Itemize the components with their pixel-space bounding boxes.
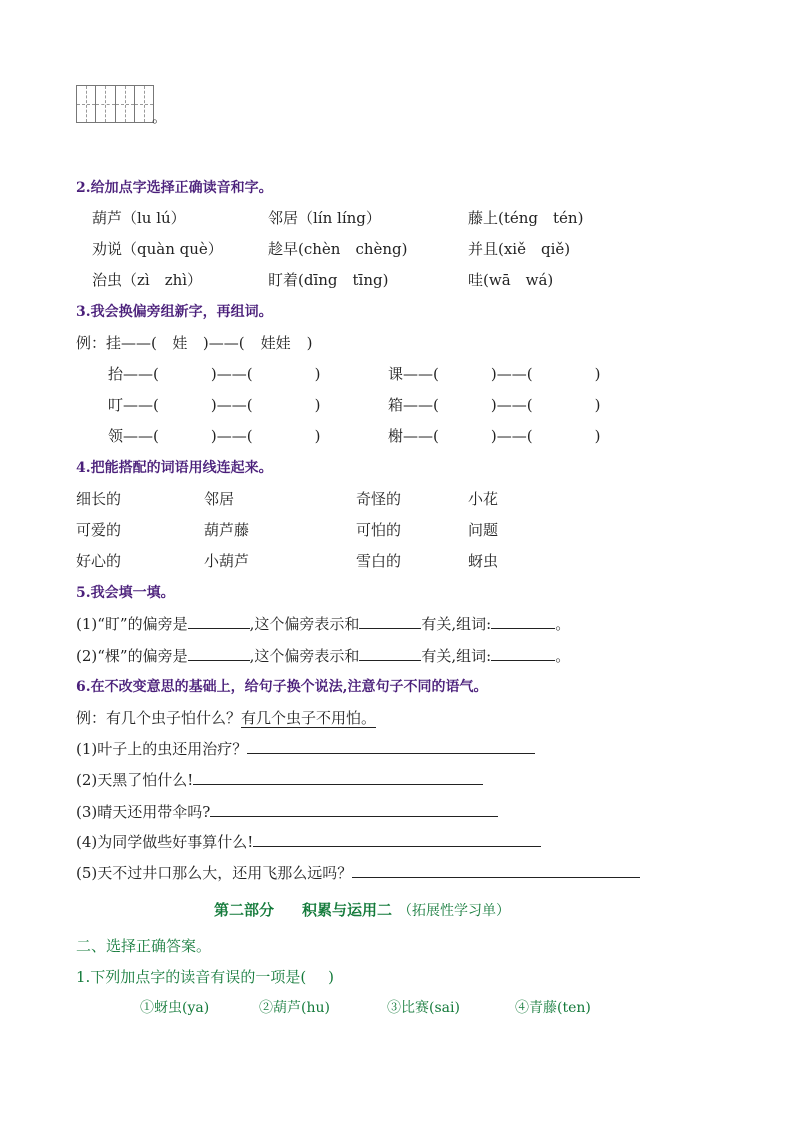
option[interactable]: ③比赛(sai) <box>387 1000 460 1016</box>
q3-example <box>76 332 312 353</box>
answer-blank[interactable] <box>359 646 421 661</box>
part2-subheading: 积累与运用二 <box>302 901 393 919</box>
q4-word[interactable]: 蚜虫 <box>468 552 499 570</box>
q4-word[interactable]: 好心的 <box>76 552 122 570</box>
q4-word[interactable]: 细长的 <box>76 490 122 508</box>
option[interactable]: ①蚜虫(ya) <box>140 1000 210 1016</box>
q4-word[interactable]: 可怕的 <box>356 521 402 539</box>
answer-blank[interactable] <box>188 614 250 629</box>
part2-q1 <box>76 966 334 987</box>
q6-item <box>76 862 640 883</box>
q2-item: 葫芦（lu lú） <box>92 209 186 227</box>
answer-blank[interactable] <box>491 646 555 661</box>
q4-word[interactable]: 小葫芦 <box>204 552 250 570</box>
q3-row[interactable] <box>108 394 320 415</box>
q5-text: (2)“棵”的偏旁是 <box>76 647 188 665</box>
example-label: 例：挂——( <box>76 334 157 352</box>
q2-item: 治虫（zì zhì） <box>92 271 203 289</box>
q2-item: 并且(xiě qiě) <box>468 240 571 258</box>
q3-row[interactable] <box>388 363 600 384</box>
q3-seg: )——( <box>490 365 533 383</box>
q5-line <box>76 645 570 666</box>
example-end: ) <box>306 334 313 352</box>
example-word: 娃娃 <box>260 334 291 352</box>
q3-title: 3.我会换偏旁组新字，再组词。 <box>76 304 273 320</box>
q2-item: 盯着(dīng tīng) <box>268 271 389 289</box>
grid-cell[interactable] <box>96 86 115 122</box>
q3-seg: ) <box>594 396 601 414</box>
answer-line[interactable] <box>210 802 498 817</box>
q4-word[interactable]: 问题 <box>468 521 499 539</box>
q3-seg: 课——( <box>388 365 439 383</box>
option[interactable]: ②葫芦(hu) <box>259 1000 330 1016</box>
part2-heading: 第二部分 <box>214 901 275 919</box>
example-char: 娃 <box>172 334 188 352</box>
q2-item: 藤上(téng tén) <box>468 209 584 227</box>
q6-example <box>76 707 376 728</box>
q3-seg: 箱——( <box>388 396 439 414</box>
q2-item: 劝说（quàn què） <box>92 240 223 258</box>
q3-seg: )——( <box>210 396 253 414</box>
option[interactable]: ④青藤(ten) <box>515 1000 591 1016</box>
grid-end-mark: 。 <box>152 108 168 126</box>
q2-item: 邻居（lín líng） <box>268 209 381 227</box>
q5-text: 。 <box>555 647 571 665</box>
q4-word[interactable]: 可爱的 <box>76 521 122 539</box>
q3-row[interactable] <box>388 394 600 415</box>
q3-seg: )——( <box>490 427 533 445</box>
q3-seg: ) <box>314 396 321 414</box>
part2-q1-text: 1.下列加点字的读音有误的一项是( <box>76 968 307 986</box>
q5-title: 5.我会填一填。 <box>76 585 175 601</box>
part2-note: （拓展性学习单） <box>398 903 511 919</box>
q5-text: 有关,组词: <box>421 615 492 633</box>
answer-blank[interactable] <box>359 614 421 629</box>
q6-title: 6.在不改变意思的基础上，给句子换个说法,注意句子不同的语气。 <box>76 679 488 695</box>
q3-seg: 抬——( <box>108 365 159 383</box>
q5-text: ,这个偏旁表示和 <box>249 647 360 665</box>
q6-prompt: (4)为同学做些好事算什么! <box>76 833 254 851</box>
q3-seg: ) <box>314 427 321 445</box>
q5-line <box>76 613 570 634</box>
q5-text: ,这个偏旁表示和 <box>249 615 360 633</box>
answer-blank[interactable] <box>491 614 555 629</box>
writing-grid[interactable] <box>76 85 154 123</box>
q6-item <box>76 801 498 822</box>
grid-cell[interactable] <box>135 86 153 122</box>
q3-seg: ) <box>594 427 601 445</box>
q5-text: (1)“盯”的偏旁是 <box>76 615 188 633</box>
example-mid: )——( <box>202 334 245 352</box>
q3-seg: ) <box>594 365 601 383</box>
q3-seg: ) <box>314 365 321 383</box>
q6-prompt: (1)叶子上的虫还用治疗？ <box>76 740 248 758</box>
answer-line[interactable] <box>352 863 640 878</box>
q4-word[interactable]: 奇怪的 <box>356 490 402 508</box>
q2-item: 趁早(chèn chèng) <box>268 240 408 258</box>
q6-example-label: 例：有几个虫子怕什么？ <box>76 709 242 727</box>
q6-item <box>76 831 541 852</box>
q3-seg: )——( <box>210 365 253 383</box>
q3-seg: )——( <box>490 396 533 414</box>
q2-title: 2.给加点字选择正确读音和字。 <box>76 180 273 196</box>
q5-text: 。 <box>555 615 571 633</box>
q4-title: 4.把能搭配的词语用线连起来。 <box>76 460 273 476</box>
q5-text: 有关,组词: <box>421 647 492 665</box>
q3-seg: 领——( <box>108 427 159 445</box>
answer-line[interactable] <box>193 770 483 785</box>
q6-prompt: (3)晴天还用带伞吗? <box>76 803 211 821</box>
q4-word[interactable]: 小花 <box>468 490 499 508</box>
part2-q1-end: ) <box>328 968 335 986</box>
grid-cell[interactable] <box>116 86 135 122</box>
q6-item <box>76 738 535 759</box>
q4-word[interactable]: 雪白的 <box>356 552 402 570</box>
q3-row[interactable] <box>108 363 320 384</box>
q6-example-answer: 有几个虫子不用怕。 <box>241 709 377 727</box>
q3-seg: )——( <box>210 427 253 445</box>
q3-row[interactable] <box>108 425 320 446</box>
answer-blank[interactable] <box>188 646 250 661</box>
q4-word[interactable]: 邻居 <box>204 490 235 508</box>
part2-section: 二、选择正确答案。 <box>76 937 212 955</box>
q3-seg: 叮——( <box>108 396 159 414</box>
q3-row[interactable] <box>388 425 600 446</box>
part2-header <box>214 899 510 920</box>
q6-item <box>76 769 483 790</box>
q2-item: 哇(wā wá) <box>468 271 554 289</box>
answer-line[interactable] <box>247 739 535 754</box>
q6-prompt: (5)天不过井口那么大，还用飞那么远吗？ <box>76 864 353 882</box>
q6-prompt: (2)天黑了怕什么! <box>76 771 194 789</box>
answer-line[interactable] <box>253 832 541 847</box>
q3-seg: 榭——( <box>388 427 439 445</box>
q4-word[interactable]: 葫芦藤 <box>204 521 250 539</box>
grid-cell[interactable] <box>77 86 96 122</box>
